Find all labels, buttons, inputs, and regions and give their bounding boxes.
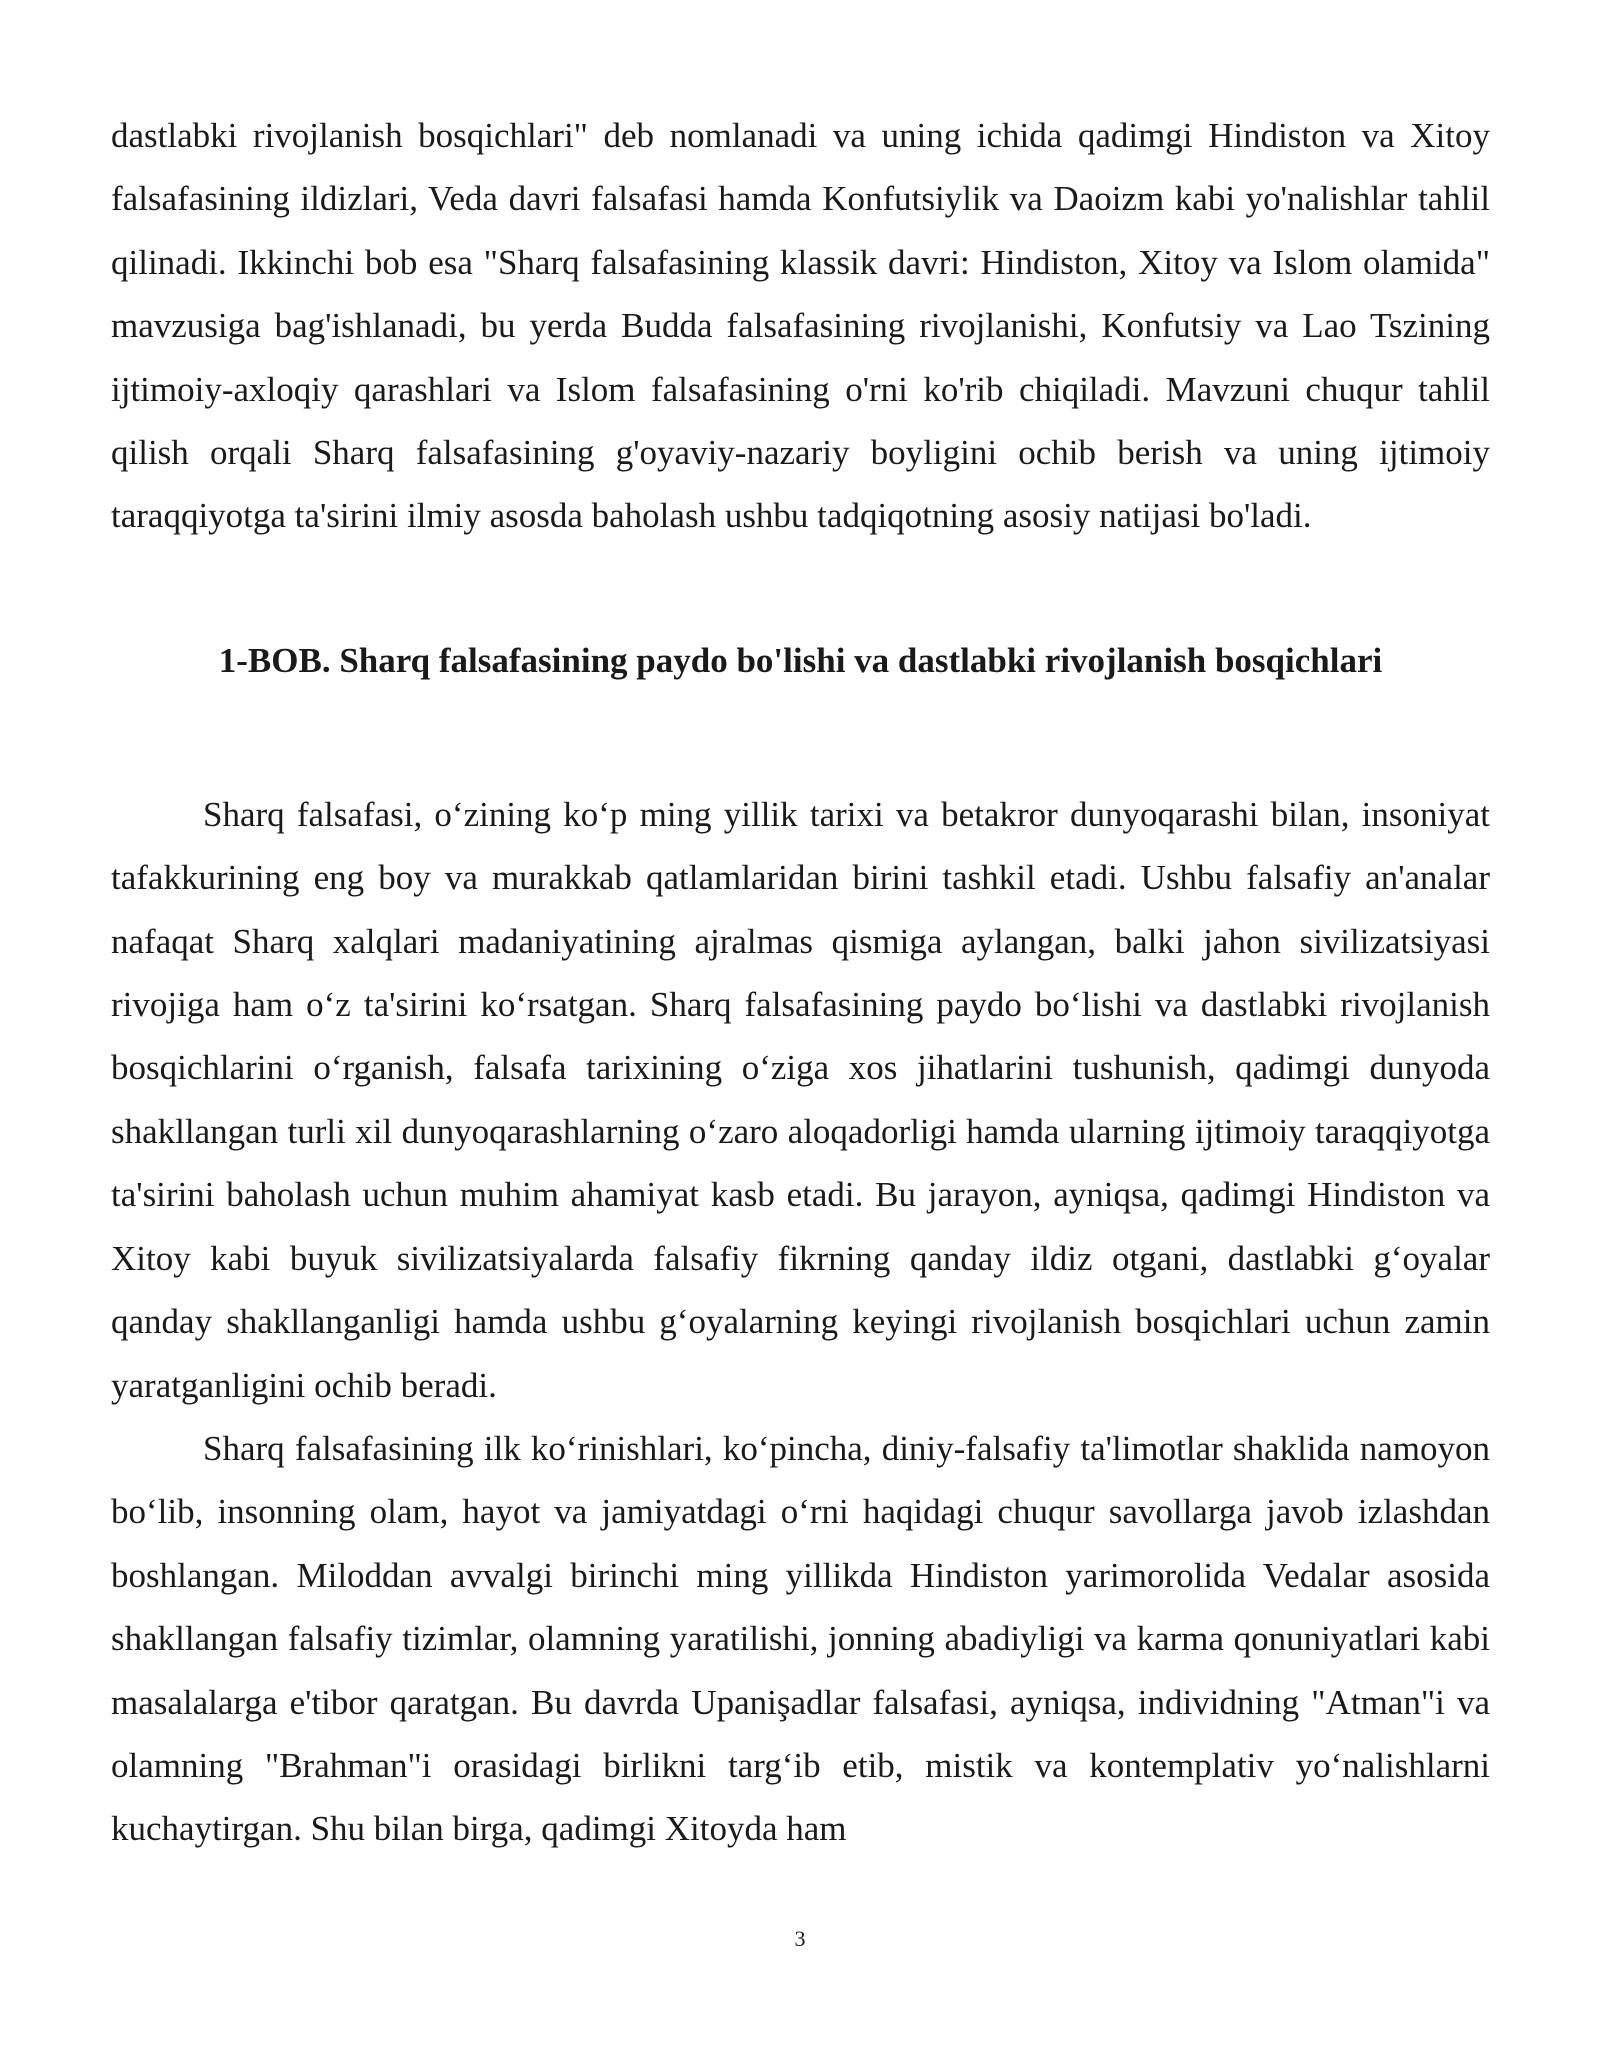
document-page [111,104,1490,1861]
intro-paragraph: dastlabki rivojlanish bosqichlari" deb nomlanadi va uning ichida qadimgi Hindiston va Xitoy falsafasining ildizlari, Veda davri falsafasi hamda Konfutsiylik va Daoizm kabi yo'nalishlar tahlil qilinadi. Ikkinchi bob esa "Sharq falsafasining klassik davri: Hindiston, Xitoy va Islom olamida" mavzusiga bag'ishlanadi, bu yerda Budda falsafasining rivojlanishi, Konfutsiy va Lao Tszining ijtimoiy-axloqiy qarashlari va Islom falsafasining o'rni ko'rib chiqiladi. Mavzuni chuqur tahlil qilish orqali Sharq falsafasining g'oyaviy-nazariy boyligini ochib berish va uning ijtimoiy taraqqiyotga ta'sirini ilmiy asosda baholash ushbu tadqiqotning asosiy natijasi bo'ladi. [111,116,1490,536]
body-paragraph: Sharq falsafasining ilk ko‘rinishlari, ko‘pincha, diniy-falsafiy ta'limotlar shaklida namoyon bo‘lib, insonning olam, hayot va jamiyatdagi o‘rni haqidagi chuqur savollarga javob izlashdan boshlangan. Miloddan avvalgi birinchi ming yillikda Hindiston yarimorolida Vedalar asosida shakllangan falsafiy tizimlar, olamning yaratilishi, jonning abadiyligi va karma qonuniyatlari kabi masalalarga e'tibor qaratgan. Bu davrda Upanişadlar falsafasi, ayniqsa, individning "Atman"i va olamning "Brahman"i orasidagi birlikni targ‘ib etib, mistik va kontemplativ yo‘nalishlarni kuchaytirgan. Shu bilan birga, qadimgi Xitoyda ham [111,1428,1490,1849]
page-number: 3 [794,1926,806,1951]
chapter-heading: 1-BOB. Sharq falsafasining paydo bo'lishi va dastlabki rivojlanish bosqichlari [218,640,1383,680]
body-paragraph: Sharq falsafasi, o‘zining ko‘p ming yillik tarixi va betakror dunyoqarashi bilan, insoniyat tafakkurining eng boy va murakkab qatlamlaridan birini tashkil etadi. Ushbu falsafiy an'analar nafaqat Sharq xalqlari madaniyatining ajralmas qismiga aylangan, balki jahon sivilizatsiyasi rivojiga ham o‘z ta'sirini ko‘rsatgan. Sharq falsafasining paydo bo‘lishi va dastlabki rivojlanish bosqichlarini o‘rganish, falsafa tarixining o‘ziga xos jihatlarini tushunish, qadimgi dunyoda shakllangan turli xil dunyoqarashlarning o‘zaro aloqadorligi hamda ularning ijtimoiy taraqqiyotga ta'sirini baholash uchun muhim ahamiyat kasb etadi. Bu jarayon, ayniqsa, qadimgi Hindiston va Xitoy kabi buyuk sivilizatsiyalarda falsafiy fikrning qanday ildiz otgani, dastlabki g‘oyalar qanday shakllanganligi hamda ushbu g‘oyalarning keyingi rivojlanish bosqichlari uchun zamin yaratganligini ochib beradi. [111,794,1490,1405]
